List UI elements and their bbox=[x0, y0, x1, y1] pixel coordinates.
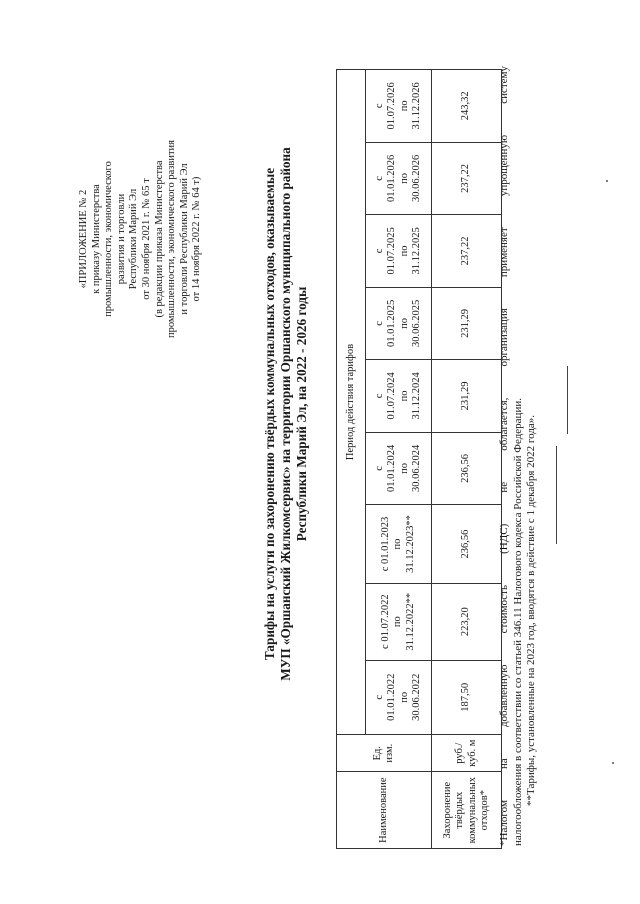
row-name-cell: Захоронение твёрдых коммунальных отходов* bbox=[432, 772, 502, 849]
period-cell: с 01.07.2026 по 31.12.2026 bbox=[366, 70, 432, 143]
value-cell: 243,32 bbox=[432, 70, 502, 143]
appendix-line: к приказу Министерства bbox=[90, 184, 102, 294]
scan-speck bbox=[606, 180, 608, 182]
footnote-2023-tariffs: **Тарифы, установленные на 2023 год, вводятся в действие с 1 декабря 2022 года». bbox=[525, 414, 537, 806]
appendix-line: от 14 ноября 2022 г. № 64 т) bbox=[191, 176, 203, 302]
header-name: Наименование bbox=[337, 772, 432, 849]
header-period: Период действия тарифов bbox=[337, 70, 366, 735]
appendix-line: «ПРИЛОЖЕНИЕ № 2 bbox=[78, 189, 89, 289]
appendix-line: промышленности, экономического bbox=[103, 161, 115, 317]
appendix-line: от 30 ноября 2021 г. № 65 т bbox=[140, 178, 152, 300]
title-line-3: Республики Марий Эл, на 2022 - 2026 годы bbox=[294, 286, 309, 542]
title-line-2: МУП «Оршанский Жилкомсервис» на территории Оршанского муниципального района bbox=[278, 147, 293, 681]
value-cell: 237,22 bbox=[432, 215, 502, 288]
footnote-vat-line-1: *Налогом на добавленную стоимость (НДС) не облагается, организация применяет упрощенную систему bbox=[498, 66, 510, 846]
period-cell: с 01.01.2026 по 30.06.2026 bbox=[366, 142, 432, 215]
footnotes bbox=[498, 66, 539, 846]
value-cell: 187,50 bbox=[432, 660, 502, 735]
value-cell: 223,20 bbox=[432, 583, 502, 660]
header-unit: Ед. изм. bbox=[337, 735, 432, 772]
period-cell: с 01.07.2022 по 31.12.2022** bbox=[366, 583, 432, 660]
value-cell: 236,56 bbox=[432, 432, 502, 505]
separator-line bbox=[556, 446, 557, 544]
appendix-line: (в редакции приказа Министерства bbox=[153, 160, 165, 318]
tariff-table bbox=[336, 69, 502, 849]
table-periods-row bbox=[366, 70, 432, 849]
period-cell: с 01.07.2024 по 31.12.2024 bbox=[366, 360, 432, 433]
appendix-header bbox=[78, 94, 204, 384]
period-cell: с 01.01.2024 по 30.06.2024 bbox=[366, 432, 432, 505]
value-cell: 231,29 bbox=[432, 360, 502, 433]
value-cell: 236,56 bbox=[432, 505, 502, 584]
value-cell: 231,29 bbox=[432, 287, 502, 360]
period-cell: с 01.01.2022 по 30.06.2022 bbox=[366, 660, 432, 735]
period-cell: с 01.01.2025 по 30.06.2025 bbox=[366, 287, 432, 360]
appendix-line: Республики Марий Эл bbox=[128, 188, 140, 290]
appendix-line: развития и торговли bbox=[115, 193, 127, 285]
appendix-line: и торговли Республики Марий Эл bbox=[178, 163, 190, 315]
document-title bbox=[262, 34, 310, 794]
period-cell: с 01.07.2025 по 31.12.2025 bbox=[366, 215, 432, 288]
scan-speck bbox=[612, 762, 614, 764]
period-cell: с 01.01.2023 по 31.12.2023** bbox=[366, 505, 432, 584]
table-row bbox=[432, 70, 502, 849]
footnote-vat-line-2: налогообложения в соответствии со статьей 346.11 Налогового кодекса Российской Федерации. bbox=[511, 398, 524, 846]
value-cell: 237,22 bbox=[432, 142, 502, 215]
row-unit-cell: руб./ куб. м bbox=[432, 735, 502, 772]
separator-line bbox=[567, 366, 568, 434]
title-line-1: Тарифы на услуги по захоронению твёрдых коммунальных отходов, оказываемые bbox=[262, 167, 277, 661]
table-header-row bbox=[337, 70, 366, 849]
appendix-line: промышленности, экономического развития bbox=[166, 140, 178, 339]
